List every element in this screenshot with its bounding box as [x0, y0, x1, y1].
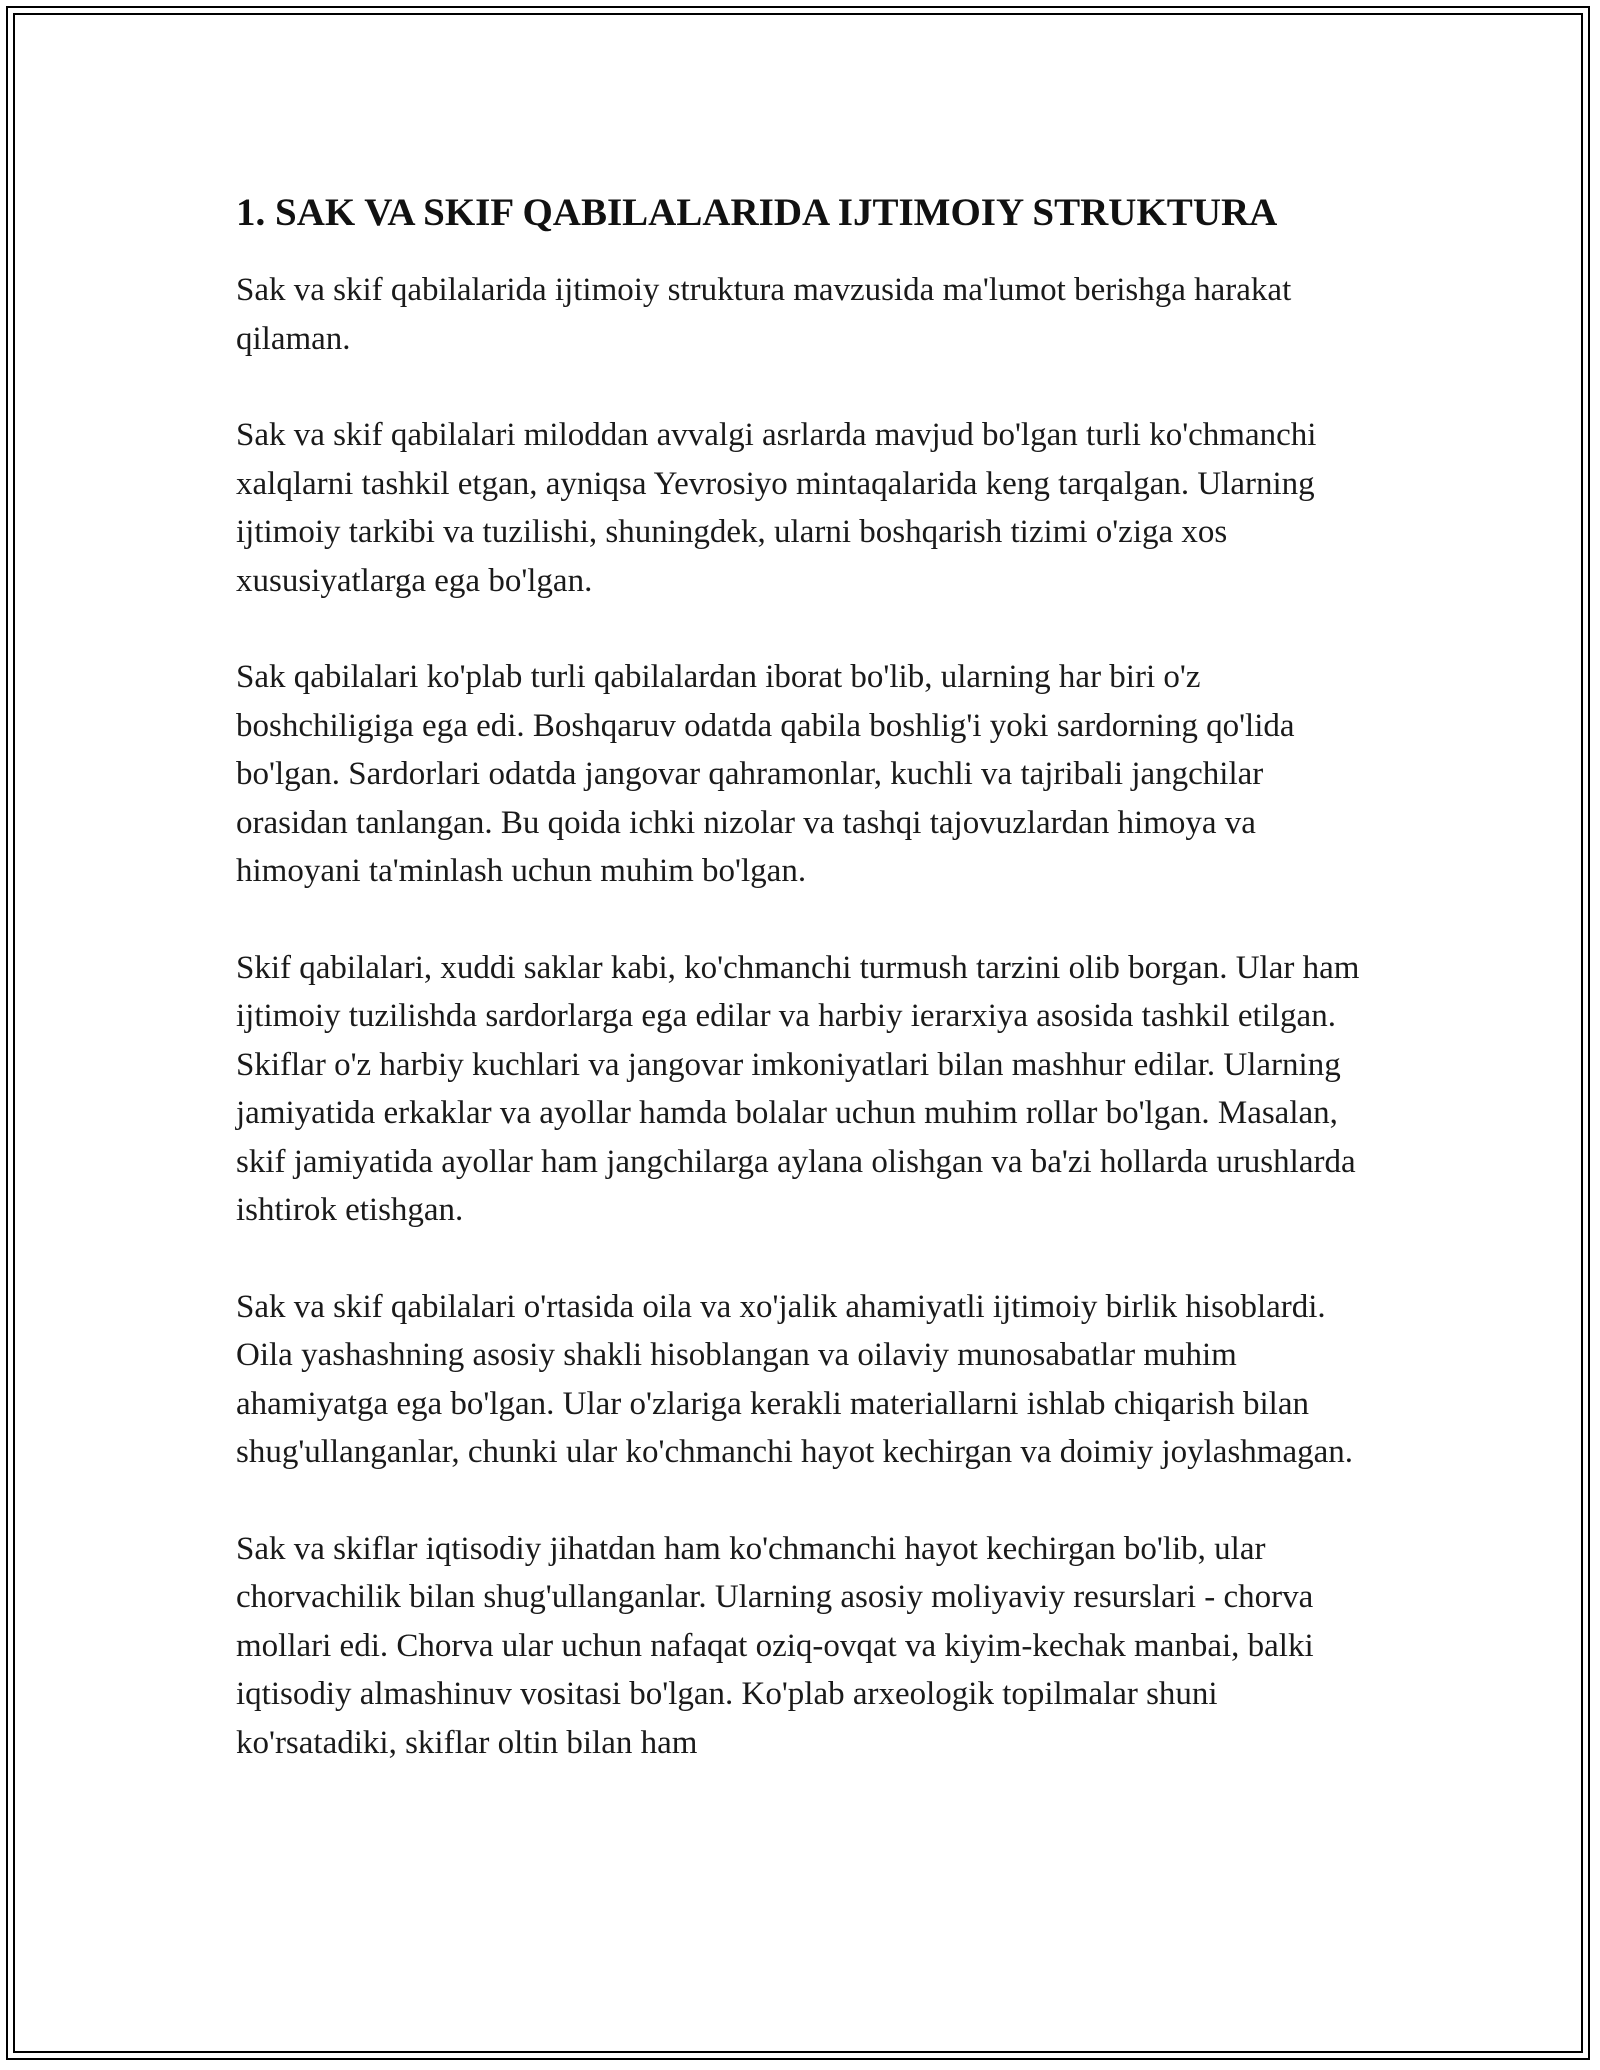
paragraph-intro: Sak va skif qabilalarida ijtimoiy struktura mavzusida ma'lumot berishga harakat qilaman.: [236, 272, 1292, 357]
paragraph-family: Sak va skif qabilalari o'rtasida oila va xo'jalik ahamiyatli ijtimoiy birlik hisoblardi. Oila yashashning asosiy shakli hisoblangan va oilaviy munosabatlar muhim ahamiyatga ega bo'lgan. Ular o'zlariga kerakli materiallarni ishlab chiqarish bilan shug'ullanganlar, chunki ular ko'chmanchi hayot kechirgan va doimiy joylashmagan.: [236, 1288, 1354, 1470]
paragraph-sak-tribes: Sak qabilalari ko'plab turli qabilalardan iborat bo'lib, ularning har biri o'z boshchiligiga ega edi. Boshqaruv odatda qabila boshlig'i yoki sardorning qo'lida bo'lgan. Sardorlari odatda jangovar qahramonlar, kuchli va tajribali jangchilar orasidan tanlangan. Bu qoida ichki nizolar va tashqi tajovuzlardan himoya va himoyani ta'minlash uchun muhim bo'lgan.: [236, 659, 1295, 889]
document-body: [236, 186, 1376, 1815]
document-title: 1. SAK VA SKIF QABILALARIDA IJTIMOIY STRUKTURA: [236, 191, 1278, 234]
paragraph-economy: Sak va skiflar iqtisodiy jihatdan ham ko'chmanchi hayot kechirgan bo'lib, ular chorvachilik bilan shug'ullanganlar. Ularning asosiy moliyaviy resurslari - chorva mollari edi. Chorva ular uchun nafaqat oziq-ovqat va kiyim-kechak manbai, balki iqtisodiy almashinuv vositasi bo'lgan. Ko'plab arxeologik topilmalar shuni ko'rsatadiki, skiflar oltin bilan ham: [236, 1530, 1314, 1761]
paragraph-skif-tribes: Skif qabilalari, xuddi saklar kabi, ko'chmanchi turmush tarzini olib borgan. Ular ham ijtimoiy tuzilishda sardorlarga ega edilar va harbiy ierarxiya asosida tashkil etilgan. Skiflar o'z harbiy kuchlari va jangovar imkoniyatlari bilan mashhur edilar. Ularning jamiyatida erkaklar va ayollar hamda bolalar uchun muhim rollar bo'lgan. Masalan, skif jamiyatida ayollar ham jangchilarga aylana olishgan va ba'zi hollarda urushlarda ishtirok etishgan.: [236, 949, 1360, 1228]
paragraph-overview: Sak va skif qabilalari miloddan avvalgi asrlarda mavjud bo'lgan turli ko'chmanchi xalqlarni tashkil etgan, ayniqsa Yevrosiyo mintaqalarida keng tarqalgan. Ularning ijtimoiy tarkibi va tuzilishi, shuningdek, ularni boshqarish tizimi o'ziga xos xususiyatlarga ega bo'lgan.: [236, 417, 1317, 599]
